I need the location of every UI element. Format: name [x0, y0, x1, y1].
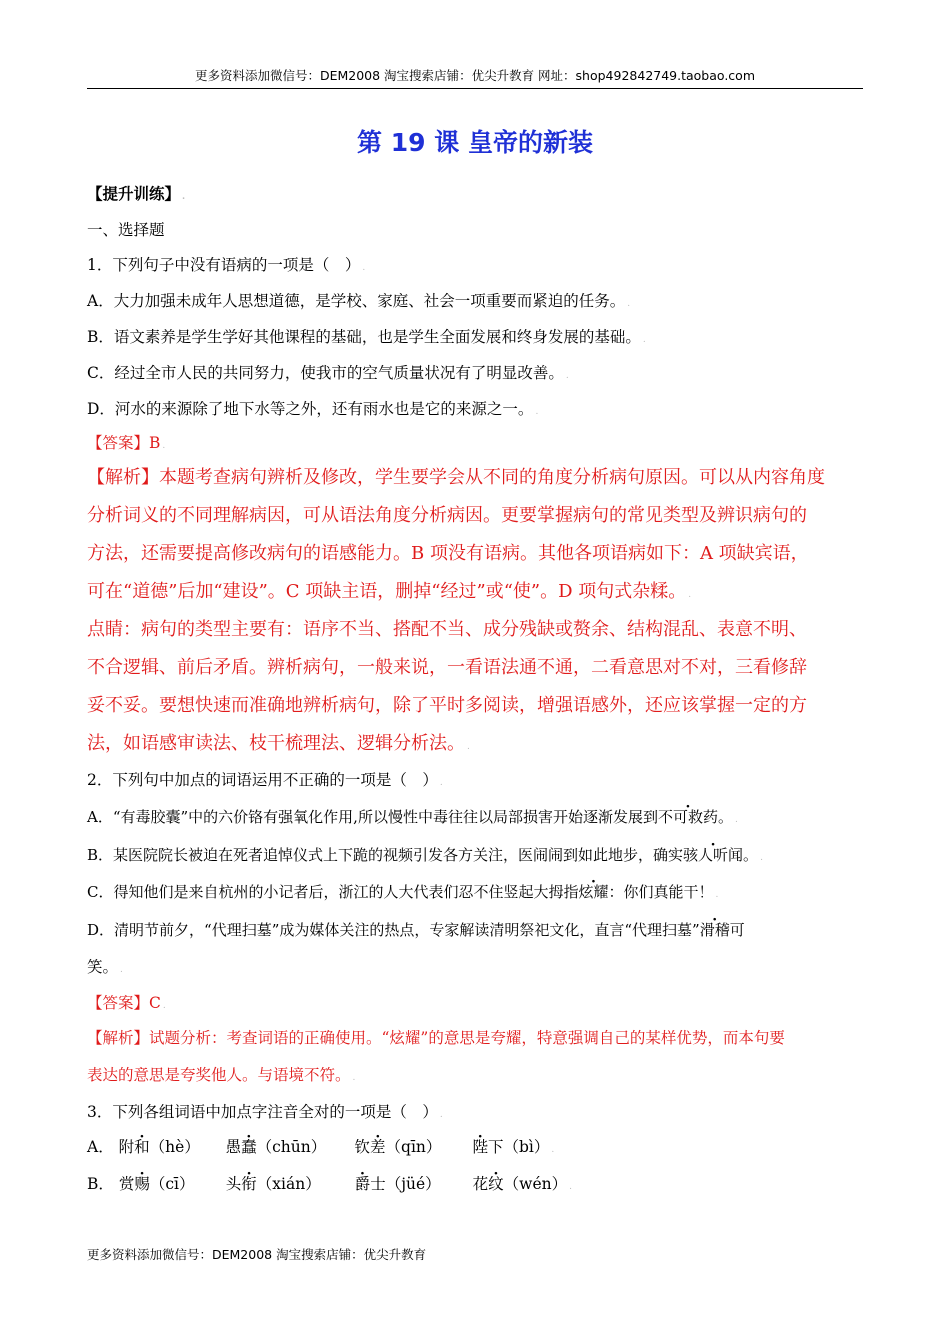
dotted-word: 滑稽 — [699, 921, 730, 939]
q3-stem: 3．下列各组词语中加点字注音全对的一项是（ ） . — [87, 1103, 443, 1121]
q1-analysis-line: 点睛：病句的类型主要有：语序不当、搭配不当、成分残缺或赘余、结构混乱、表意不明、 — [87, 619, 807, 640]
q2-option-c: C．得知他们是来自杭州的小记者后，浙江的人大代表们忍不住竖起大拇指炫耀：你们真能干！ . — [87, 883, 719, 901]
q2-stem: 2．下列句中加点的词语运用不正确的一项是（ ） . — [87, 771, 443, 789]
page-header: 更多资料添加微信号：DEM2008 淘宝搜索店铺：优尖升教育 网址：shop492842749.taobao.com — [87, 66, 863, 89]
dotted-word: 骇人听闻 — [683, 846, 744, 864]
q1-analysis-line: 方法，还需要提高修改病句的语感能力。B 项没有语病。其他各项语病如下：A 项缺宾语， — [87, 543, 809, 564]
q3-option-b: B． 赏赐（cī） 头衔（xián） 爵士（jüé） 花纹（wén） . — [87, 1175, 572, 1193]
q1-analysis-line: 分析词义的不同理解病因，可从语法角度分析病因。更要掌握病句的常见类型及辨识病句的 — [87, 505, 807, 526]
q2-option-d-continued: 笑。 . — [87, 958, 123, 976]
q1-stem: 1．下列句子中没有语病的一项是（ ） . — [87, 256, 366, 274]
pinyin-item: 赏赐（cī） — [118, 1175, 195, 1193]
q1-analysis-line: 可在“道德”后加“建设”。C 项缺主语，删掉“经过”或“使”。D 项句式杂糅。 . — [87, 581, 692, 602]
q2-option-a: A．“有毒胶囊”中的六价铬有强氧化作用,所以慢性中毒往往以局部损害开始逐渐发展到不可救药。 . — [87, 808, 738, 826]
q3-option-a: A． 附和（hè） 愚蠢（chūn） 钦差（qīn） 陛下（bì） . — [87, 1138, 555, 1156]
q1-analysis-line: 法，如语感审读法、枝干梳理法、逻辑分析法。 . — [87, 733, 470, 754]
pinyin-item: 花纹（wén） — [472, 1175, 568, 1193]
section-heading: 【提升训练】 . — [87, 184, 186, 203]
q1-option-b: B．语文素养是学生学好其他课程的基础，也是学生全面发展和终身发展的基础。 . — [87, 328, 646, 346]
q1-option-c: C．经过全市人民的共同努力，使我市的空气质量状况有了明显改善。 . — [87, 364, 569, 382]
dotted-word: 不可救药 — [657, 808, 718, 826]
q1-option-d: D．河水的来源除了地下水等之外，还有雨水也是它的来源之一。 . — [87, 400, 539, 418]
q1-analysis-line: 【解析】本题考查病句辨析及修改，学生要学会从不同的角度分析病句原因。可以从内容角度 — [87, 467, 825, 488]
dotted-word: 炫耀 — [578, 883, 609, 901]
pinyin-item: 爵士（jüé） — [354, 1175, 441, 1193]
q2-answer: 【答案】C . — [87, 994, 166, 1012]
page-title: 第 19 课 皇帝的新装 — [357, 128, 593, 157]
q1-analysis-line: 不合逻辑、前后矛盾。辨析病句，一般来说，一看语法通不通，二看意思对不对，三看修辞 — [87, 657, 807, 678]
q2-analysis-line: 表达的意思是夸奖他人。与语境不符。 . — [87, 1066, 356, 1084]
pinyin-item: 陛下（bì） — [472, 1138, 550, 1156]
q1-analysis-line: 妥不妥。要想快速而准确地辨析病句，除了平时多阅读，增强语感外，还应该掌握一定的方 — [87, 695, 807, 716]
pinyin-item: 附和（hè） — [118, 1138, 200, 1156]
part-heading: 一、选择题 — [87, 221, 165, 239]
q1-option-a: A．大力加强未成年人思想道德，是学校、家庭、社会一项重要而紧迫的任务。 . — [87, 292, 631, 310]
q2-analysis-line: 【解析】试题分析：考查词语的正确使用。“炫耀”的意思是夸耀，特意强调自己的某样优势，而本句要 — [87, 1029, 785, 1047]
q2-option-b: B．某医院院长被迫在死者追悼仪式上下跪的视频引发各方关注，医闹闹到如此地步，确实骇人听闻。 . — [87, 846, 763, 864]
pinyin-item: 钦差（qīn） — [354, 1138, 442, 1156]
q1-answer: 【答案】B . — [87, 434, 166, 452]
pinyin-item: 头衔（xián） — [225, 1175, 321, 1193]
q2-option-d: D．清明节前夕，“代理扫墓”成为媒体关注的热点，专家解读清明祭祀文化，直言“代理扫墓”滑稽可 — [87, 921, 745, 939]
pinyin-item: 愚蠢（chūn） — [225, 1138, 327, 1156]
page-footer: 更多资料添加微信号：DEM2008 淘宝搜索店铺：优尖升教育 — [87, 1247, 427, 1262]
